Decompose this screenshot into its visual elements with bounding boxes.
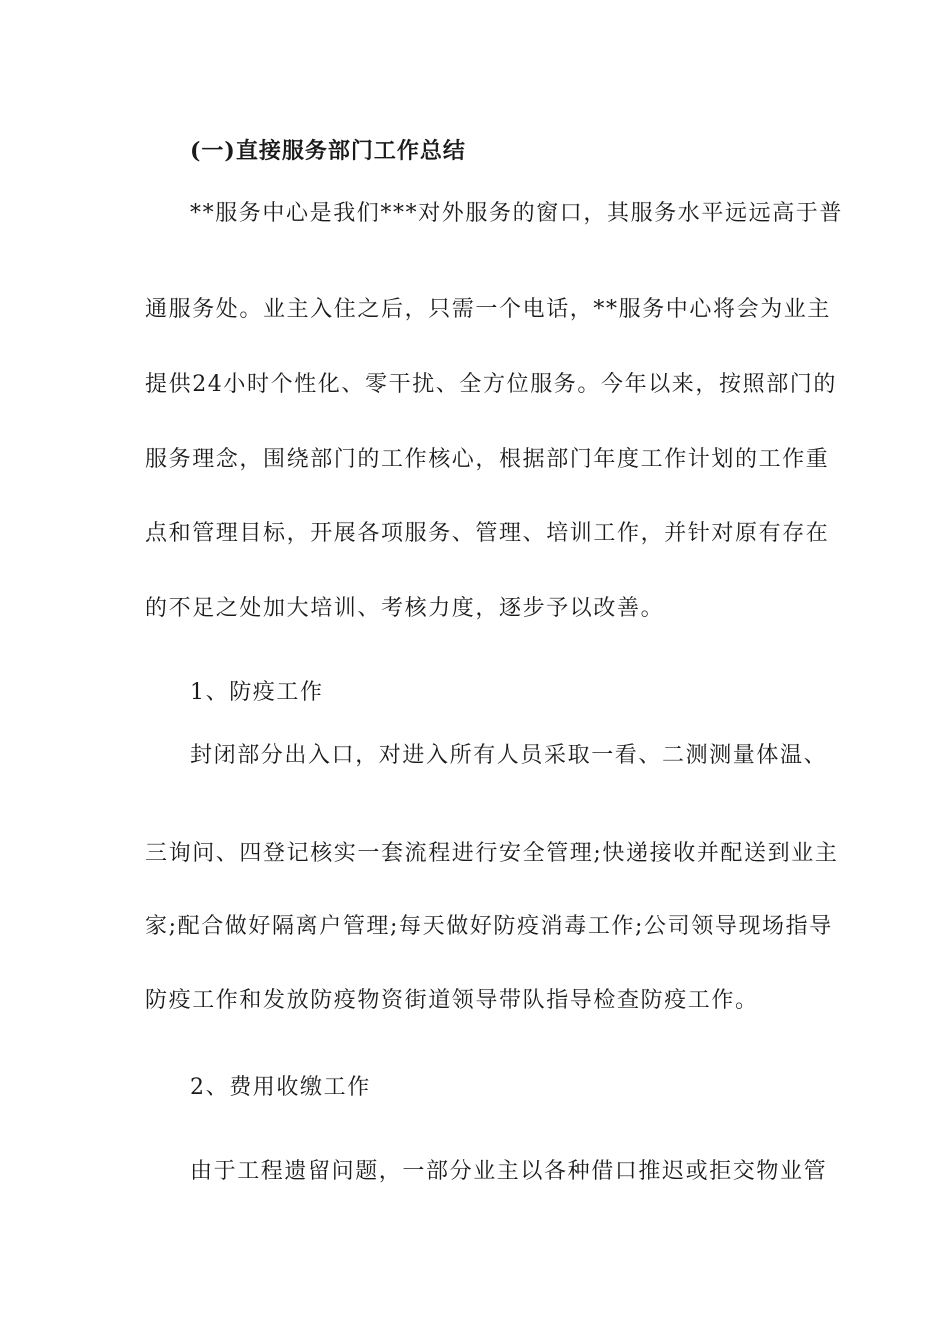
intro-line-1: **服务中心是我们***对外服务的窗口，其服务水平远远高于普 bbox=[190, 201, 844, 226]
section1-line-4: 防疫工作和发放防疫物资街道领导带队指导检查防疫工作。 bbox=[145, 988, 759, 1013]
section1-line-3: 家;配合做好隔离户管理;每天做好防疫消毒工作;公司领导现场指导 bbox=[145, 914, 833, 939]
section-heading: (一)直接服务部门工作总结 bbox=[190, 138, 466, 164]
intro-line-4: 服务理念，围绕部门的工作核心，根据部门年度工作计划的工作重 bbox=[145, 447, 830, 472]
intro-line-6: 的不足之处加大培训、考核力度，逐步予以改善。 bbox=[145, 596, 665, 621]
section1-line-1: 封闭部分出入口，对进入所有人员采取一看、二测测量体温、 bbox=[190, 743, 828, 768]
intro-line-3: 提供24小时个性化、零干扰、全方位服务。今年以来，按照部门的 bbox=[145, 372, 837, 397]
section1-line-2: 三询问、四登记核实一套流程进行安全管理;快递接收并配送到业主 bbox=[145, 841, 839, 866]
section1-title: 1、防疫工作 bbox=[190, 680, 324, 705]
section2-line-1: 由于工程遗留问题，一部分业主以各种借口推迟或拒交物业管 bbox=[190, 1159, 828, 1184]
intro-line-5: 点和管理目标，开展各项服务、管理、培训工作，并针对原有存在 bbox=[145, 521, 830, 546]
intro-line-2: 通服务处。业主入住之后，只需一个电话，**服务中心将会为业主 bbox=[145, 297, 832, 322]
section2-title: 2、费用收缴工作 bbox=[190, 1075, 371, 1100]
